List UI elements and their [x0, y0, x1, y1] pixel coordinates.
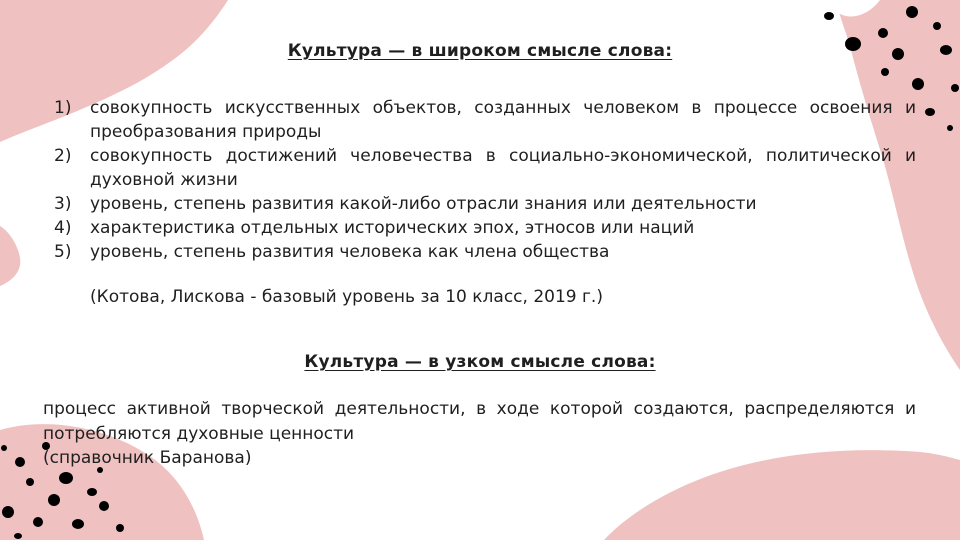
narrow-meaning-source: (справочник Баранова) [43, 448, 252, 468]
wide-meaning-list [54, 96, 916, 264]
wide-meaning-heading: Культура — в широком смысле слова: [287, 41, 673, 61]
list-item [54, 96, 916, 144]
pink-brush-mid-left [0, 226, 20, 286]
wide-meaning-citation: (Котова, Лискова - базовый уровень за 10 класс, 2019 г.) [90, 287, 603, 307]
list-item-number: 1) [54, 98, 72, 118]
list-item-text: совокупность искусственных объектов, созданных человеком в процессе освоения и преобразования природы [90, 98, 916, 142]
list-item-number: 4) [54, 218, 72, 238]
narrow-meaning-heading: Культура — в узком смысле слова: [304, 352, 656, 372]
list-item-number: 3) [54, 194, 72, 214]
list-item [54, 216, 916, 240]
narrow-meaning-definition: процесс активной творческой деятельности, в ходе которой создаются, распределяются и потребляются духовные ценности [43, 399, 916, 444]
list-item-number: 5) [54, 242, 72, 262]
list-item-text: уровень, степень развития человека как члена общества [90, 242, 610, 262]
list-item [54, 192, 916, 216]
list-item [54, 240, 916, 264]
list-item [54, 144, 916, 192]
list-item-number: 2) [54, 146, 72, 166]
list-item-text: совокупность достижений человечества в социально-экономической, политической и духовной жизни [90, 146, 916, 190]
list-item-text: характеристика отдельных исторических эпох, этносов или наций [90, 218, 695, 238]
list-item-text: уровень, степень развития какой-либо отрасли знания или деятельности [90, 194, 757, 214]
pink-brush-bottom-right [604, 450, 960, 540]
